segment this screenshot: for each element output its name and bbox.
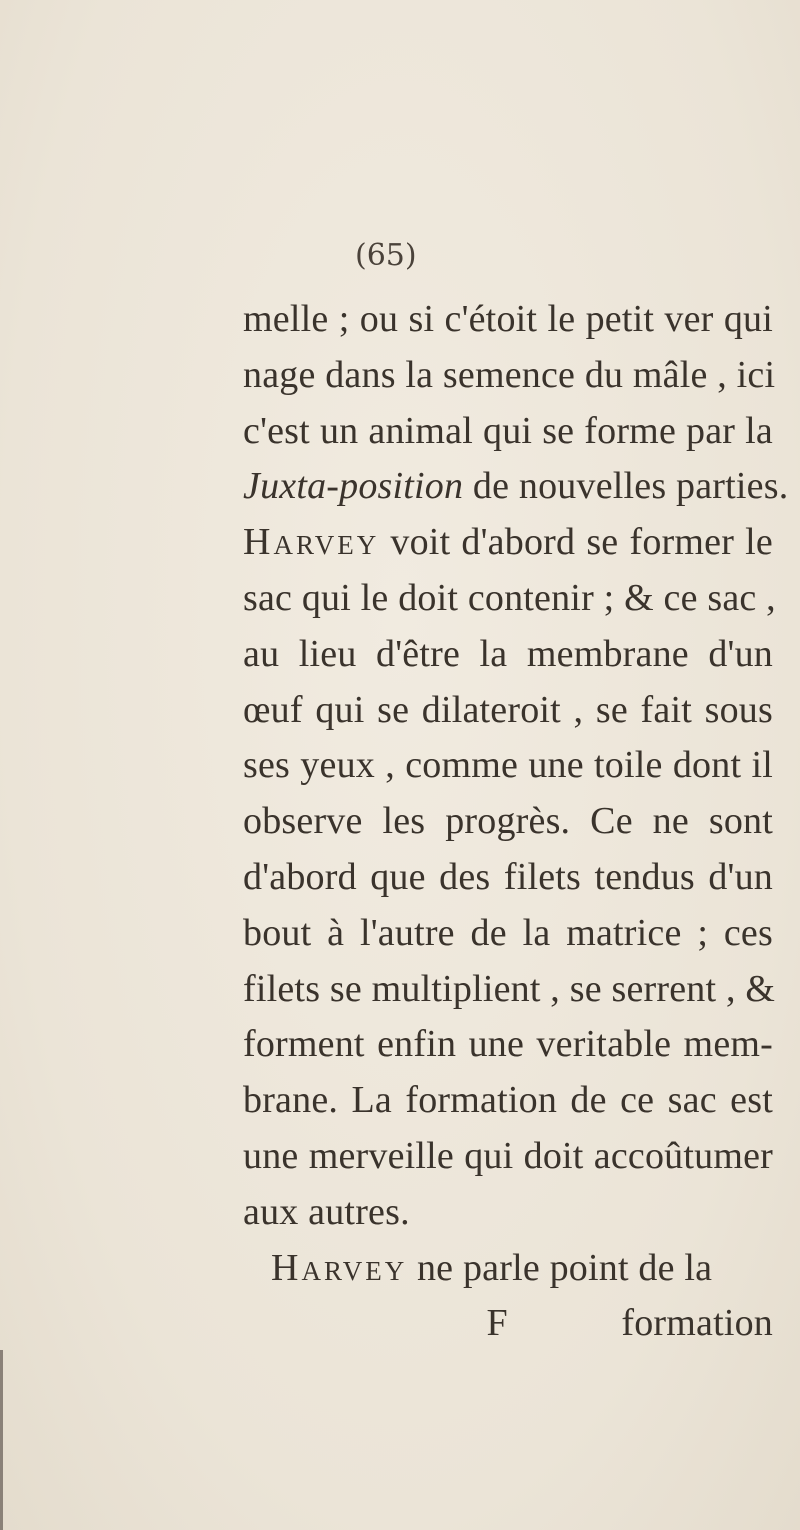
page-number: (65) bbox=[355, 238, 417, 273]
text-line bbox=[243, 515, 773, 571]
line-rest: de nouvelles parties. bbox=[472, 465, 789, 508]
text-line: melle ; ou si c'étoit le petit ver qui bbox=[243, 298, 773, 340]
text-line: observe les progrès. Ce ne sont bbox=[243, 800, 773, 843]
text-line: nage dans la semence du mâle , ici bbox=[243, 353, 776, 396]
text-line bbox=[243, 1241, 773, 1297]
text-line: forment enfin une veritable mem- bbox=[243, 1023, 773, 1066]
text-line: aux autres. bbox=[243, 1190, 410, 1233]
line-rest: voit d'abord se former le bbox=[390, 521, 774, 564]
signature-mark: F bbox=[486, 1302, 508, 1345]
text-line bbox=[243, 459, 789, 515]
text-line: d'abord que des filets tendus d'un bbox=[243, 855, 773, 898]
body-text bbox=[243, 292, 789, 1352]
text-line: brane. La formation de ce sac est bbox=[243, 1079, 773, 1122]
text-line: bout à l'autre de la matrice ; ces bbox=[243, 911, 773, 954]
author-name: Harvey bbox=[243, 521, 380, 564]
text-line: œuf qui se dilateroit , se fait sous bbox=[243, 688, 773, 731]
author-name: Harvey bbox=[271, 1246, 408, 1289]
text-line: c'est un animal qui se forme par la bbox=[243, 409, 773, 452]
text-line: sac qui le doit contenir ; & ce sac , bbox=[243, 576, 776, 619]
catchword: formation bbox=[621, 1302, 773, 1345]
italic-term: Juxta-position bbox=[243, 465, 464, 508]
line-rest: ne parle point de la bbox=[416, 1246, 713, 1289]
text-line: une merveille qui doit accoûtumer bbox=[243, 1134, 773, 1177]
catchword-line bbox=[243, 1296, 773, 1352]
page-edge-rule bbox=[0, 1350, 3, 1530]
text-line: au lieu d'être la membrane d'un bbox=[243, 632, 773, 675]
text-line: ses yeux , comme une toile dont il bbox=[243, 744, 773, 787]
text-line: filets se multiplient , se serrent , & bbox=[243, 967, 776, 1010]
